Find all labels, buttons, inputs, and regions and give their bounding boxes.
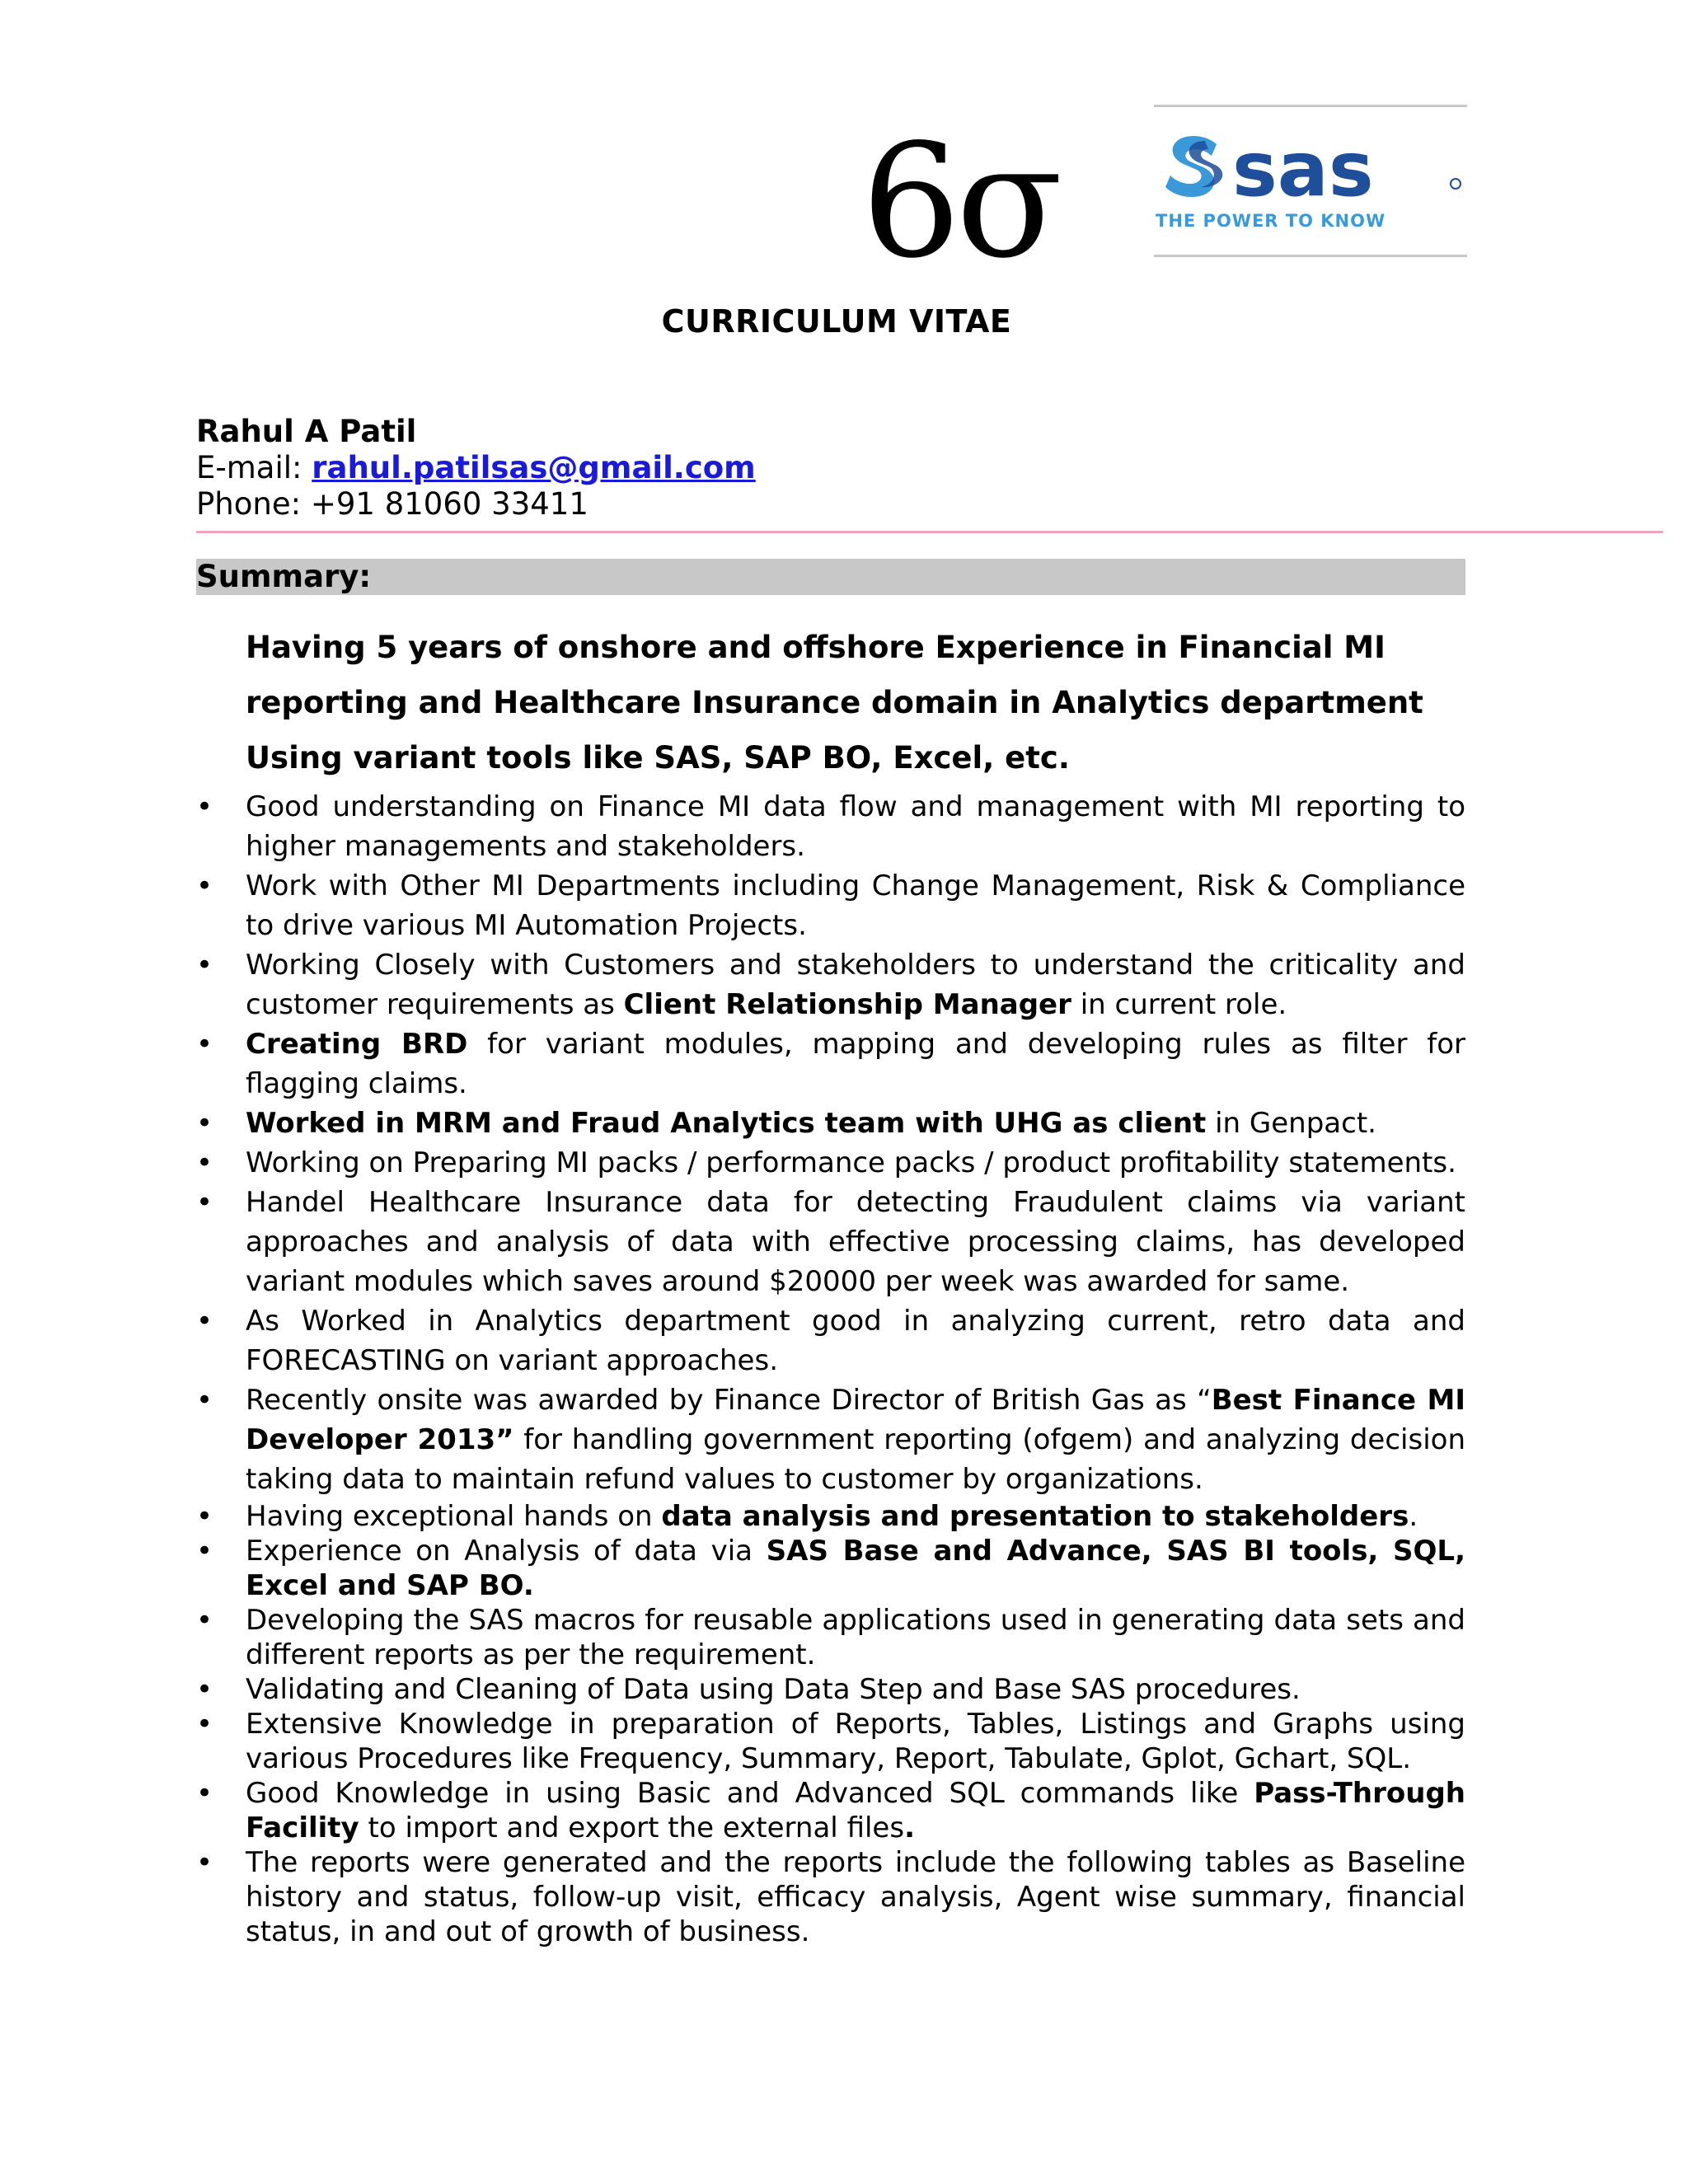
logo-brand-text: sas [1232,125,1374,213]
bullet-text: Working on Preparing MI packs / performance packs / product profitability statements. [246,1146,1456,1179]
bullet-text: Experience on Analysis of data via [246,1535,767,1568]
phone-label: Phone: [196,486,302,522]
bullet-text: Validating and Cleaning of Data using Data Step and Base SAS procedures. [246,1673,1301,1706]
bullet-bold-text: Pass-Through Facility [246,1777,1465,1844]
bullet-text: for handling government reporting (ofgem) and analyzing decision taking data to maintain refund values to customer by organizations. [246,1423,1466,1496]
bullet-text: Good understanding on Finance MI data flow and management with MI reporting to higher managements and stakeholders. [246,790,1465,863]
summary-heading: Summary: [196,559,1465,595]
bullet-bold-text: Creating BRD [246,1028,468,1061]
summary-bullet-item [196,1499,1465,1534]
summary-bullet-item [196,1603,1465,1672]
bullet-bold-text: Client Relationship Manager [623,988,1071,1021]
contact-block [196,414,756,523]
summary-bullet-item [196,1707,1465,1776]
summary-bullet-item [196,1845,1465,1949]
logo-tagline: THE POWER TO KNOW [1156,211,1386,231]
summary-bullet-item [196,1380,1465,1499]
bullet-text: for variant modules, mapping and developing rules as filter for flagging claims. [246,1028,1466,1100]
bullet-text: Good Knowledge in using Basic and Advanced SQL commands like [246,1777,1254,1810]
bullet-bold-text: Worked in MRM and Fraud Analytics team with UHG as client [246,1107,1207,1140]
summary-bullet-item [196,1672,1465,1707]
bullet-bold-text: SAS Base and Advance, SAS BI tools, SQL, Excel and SAP BO. [246,1535,1465,1602]
bullet-text: Handel Healthcare Insurance data for detecting Fraudulent claims via variant approaches and analysis of data with effective processing claims, has developed variant modules which saves around $20000 per week was awarded for same. [246,1186,1465,1298]
phone-line [196,486,756,523]
summary-bullet-item [196,1183,1465,1301]
sas-logo [1154,105,1467,260]
bullet-text: Developing the SAS macros for reusable applications used in generating data sets and different reports as per the requirement. [246,1604,1465,1671]
bullet-text: Having exceptional hands on [246,1500,662,1533]
candidate-name: Rahul A Patil [196,414,417,449]
logo-bottom-rule [1154,255,1467,257]
email-label: E-mail: [196,450,302,485]
summary-bullet-item [196,866,1465,945]
sas-logo-graphic [1154,105,1467,260]
section-divider [196,531,1663,533]
bullet-text: Work with Other MI Departments including Change Management, Risk & Compliance to drive various MI Automation Projects. [246,869,1465,942]
summary-bullet-item [196,787,1465,866]
bullet-text: Recently onsite was awarded by Finance Director of British Gas as “ [246,1384,1212,1417]
summary-bullet-item [196,1534,1465,1603]
bullet-text: As Worked in Analytics department good in analyzing current, retro data and FORECASTING on variant approaches. [246,1305,1465,1377]
email-line [196,450,756,486]
document-title: CURRICULUM VITAE [661,303,1012,340]
email-link[interactable]: rahul.patilsas@gmail.com [312,450,756,485]
bullet-text: The reports were generated and the reports include the following tables as Baseline history and status, follow-up visit, efficacy analysis, Agent wise summary, financial status, in and out of growth of business. [246,1846,1465,1948]
bullet-bold-text: Best Finance MI Developer 2013” [246,1384,1465,1456]
bullet-text: Extensive Knowledge in preparation of Reports, Tables, Listings and Graphs using various Procedures like Frequency, Summary, Report, Tabulate, Gplot, Gchart, SQL. [246,1708,1465,1775]
summary-bullet-item [196,1301,1465,1380]
bullet-bold-text: data analysis and presentation to stakeholders [661,1500,1409,1533]
bullet-text: Working Closely with Customers and stakeholders to understand the criticality and customer requirements as [246,949,1465,1021]
phone-number: +91 81060 33411 [310,486,588,522]
summary-bullet-list [196,787,1465,1949]
summary-lead: Having 5 years of onshore and offshore Experience in Financial MI reporting and Healthcare Insurance domain in Analytics department Using variant tools like SAS, SAP BO, Excel, etc. [246,630,1423,776]
summary-bullet-item [196,1024,1465,1104]
summary-bullet-item [196,945,1465,1024]
summary-bullet-item [196,1143,1465,1183]
bullet-text: . [1409,1500,1418,1533]
bullet-text: to import and export the external files [359,1811,905,1844]
bullet-text: in current role. [1071,988,1287,1021]
six-sigma-mark: 6σ [861,110,1058,293]
summary-bullet-item [196,1104,1465,1143]
bullet-text: in Genpact. [1206,1107,1376,1140]
summary-bullet-item [196,1776,1465,1845]
bullet-bold-text: . [904,1811,915,1844]
